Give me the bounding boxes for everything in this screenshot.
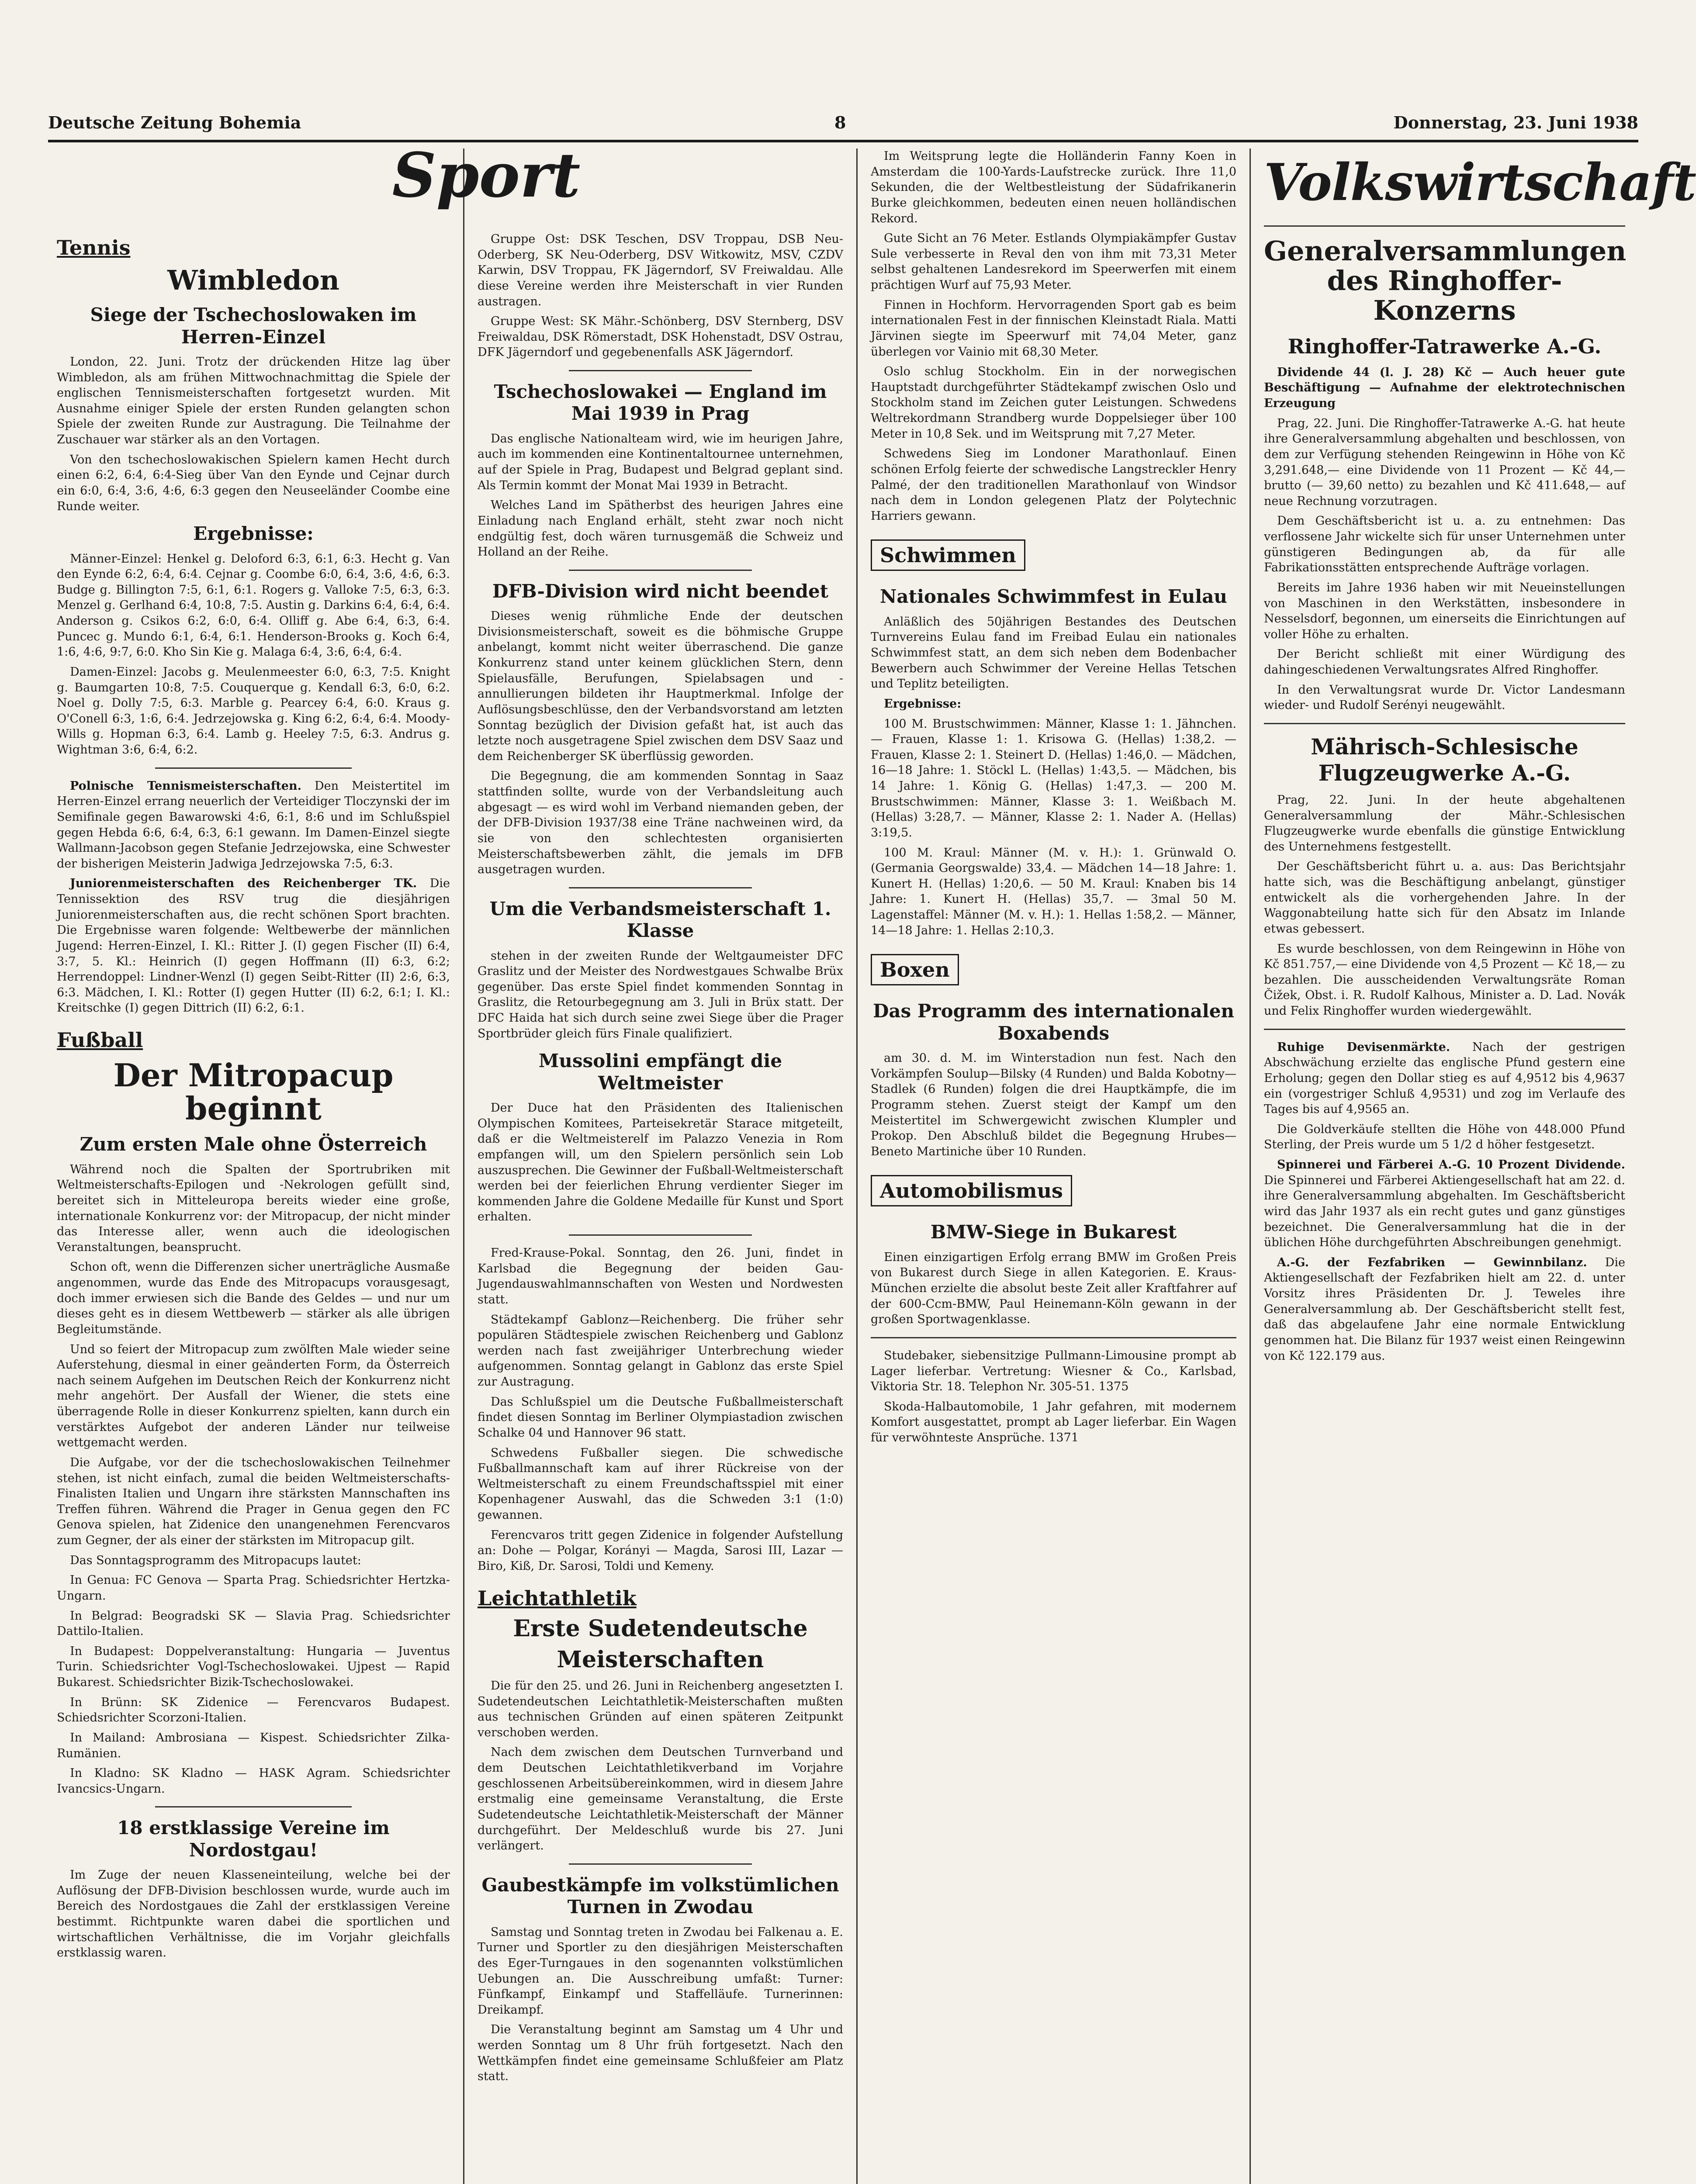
notice-p5: Ferencvaros tritt gegen Zidenice in folgender Aufstellung an: Dohe — Polgar, Korányi — Magda, Sarosi III, Lazar — Biro, Kiß, Dr. Sarosi, Toldi und Kemeny.: [478, 1528, 843, 1573]
motor-ad-1-number: 1375: [1098, 1380, 1129, 1394]
ringhoffer-p6: In den Verwaltungsrat wurde Dr. Victor Landesmann wieder- und Rudolf Serényi neugewählt.: [1264, 683, 1625, 712]
swim-p3: 100 M. Kraul: Männer (M. v. H.): 1. Grünwald O. (Germania Georgswalde) 33,4. — Mädchen 14—18 Jahre: 1. Kunert H. (Hellas) 1:20,6. — 50 M. Kraul: Knaben bis 14 Jahre: 1. Kunert H. (Hellas) 35,7. — 3mal 50 M. Lagenstaffel: Männer (M. v. H.): 1. Hellas 1:58,2. — Männer, 14—18 Jahre: 1. Hellas 2:10,3.: [871, 846, 1236, 937]
verbandsmeisterschaft-p1: stehen in der zweiten Runde der Weltgaumeister DFC Graslitz und der Meister des Nordwestgaues Schwalbe Brüx gegenüber. Das erste Spiel findet kommenden Sonntag in Graslitz, die Retourbegegnung am 3. Juli in Brüx statt. Der DFC Haida hat sich durch seine zwei Siege über die Prager Sportbrüder gleich fürs Finale qualifiziert.: [478, 949, 843, 1040]
football-headline: Der Mitropacup beginnt: [113, 1057, 394, 1127]
flugzeug-headline: Mährisch-Schlesische Flugzeugwerke A.-G.: [1311, 733, 1578, 786]
tennis-p5: Den Meistertitel im Herren-Einzel errang neuerlich der Verteidiger Tloczynski der im Semifinale gegen Bawarowski 4:6, 6:1, 8:6 und im Schlußspiel gegen Hebda 6:6, 6:4, 6:3, 6:1 gewann. Im Damen-Einzel siegte Wallmann-Jacobson gegen Stefanie Jedrzejowska, eine Schwester der bisherigen Meisterin Jadwiga Jedrzejowska 7:5, 6:3.: [57, 779, 450, 871]
boxing-p1: am 30. d. M. im Winterstadion nun fest. Nach den Vorkämpfen Soulup—Bilsky (4 Runden) und Balda Kobotny—Stadlek (6 Runden) folgen die drei Hauptkämpfe, die im Programm stehen. Zuerst steigt der Kampf um den Meistertitel im Schwergewicht zwischen Klumpler und Prokop. Den Abschluß bildet die Begegnung Hrubes—Beneto Martiniche über 10 Runden.: [871, 1051, 1236, 1158]
football-match-2: In Belgrad: Beogradski SK — Slavia Prag. Schiedsrichter Dattilo-Italien.: [57, 1609, 450, 1638]
football-match-4: In Brünn: SK Zidenice — Ferencvaros Budapest. Schiedsrichter Scorzoni-Italien.: [57, 1695, 450, 1725]
boxing-kicker: Boxen: [871, 954, 959, 985]
devisen-p2: Die Goldverkäufe stellten die Höhe von 448.000 Pfund Sterling, der Preis wurde um 5 1/2 d höher festgesetzt.: [1264, 1122, 1625, 1152]
masthead-date: Donnerstag, 23. Juni 1938: [1393, 113, 1638, 132]
football-p3: Und so feiert der Mitropacup zum zwölften Male wieder seine Auferstehung, diesmal in einer geänderten Form, da Österreich nach seinem Aufgehen im Deutschen Reich der Konkurrenz nicht mehr angehört. Der Ausfall der Wiener, die stets eine überragende Rolle in dieser Konkurrenz spielten, kann durch ein verstärktes Aufgebot der anderen Länder nur teilweise wettgemacht werden.: [57, 1342, 450, 1450]
notice-p3: Das Schlußspiel um die Deutsche Fußballmeisterschaft findet diesen Sonntag im Berliner Olympiastadion zwischen Schalke 04 und Hannover 96 statt.: [478, 1395, 843, 1440]
football-program-intro: Das Sonntagsprogramm des Mitropacups lautet:: [70, 1553, 361, 1567]
dfb-division-p1: Dieses wenig rühmliche Ende der deutschen Divisionsmeisterschaft, soweit es die böhmische Gruppe anbelangt, kommt nicht weiter überraschend. Die ganze Konkurrenz stand unter keinem glücklichen Stern, denn Spielausfälle, Berufungen, Spielabsagen und -annullierungen bildeten ihr Hauptmerkmal. Infolge der Auflösungsbeschlüsse, den der Verbandsvorstand am letzten Sonntag bezüglich der Division gefaßt hat, ist auch das letzte noch ausgetragene Spiel zwischen dem DSV Saaz und dem Reichenberger SK überflüssig geworden.: [478, 609, 843, 763]
groups-p2: Gruppe West: SK Mähr.-Schönberg, DSV Sternberg, DSV Freiwaldau, DSK Römerstadt, DSK Hohenstadt, DSV Ostrau, DFK Jägerndorf und gegebenenfalls ASK Jägerndorf.: [478, 314, 843, 359]
ringhoffer-p5: Der Bericht schließt mit einer Würdigung des dahingeschiedenen Verwaltungsrates Alfred Ringhoffer.: [1264, 647, 1625, 677]
ringhoffer-p4: Bereits im Jahre 1936 haben wir mit Neueinstellungen von Maschinen in den Werkstätten, insbesondere in Nesselsdorf, begonnen, um einerseits die Einrichtungen auf voller Höhe zu erhalten.: [1264, 581, 1625, 641]
column-3: [856, 149, 1250, 2184]
motor-ad-2-number: 1371: [1049, 1431, 1079, 1445]
col3-p2: Gute Sicht an 76 Meter. Estlands Olympiakämpfer Gustav Sule verbesserte in Reval den von ihm mit 73,31 Meter selbst gehaltenen Landesrekord im Speerwerfen mit einem prächtigen Wurf auf 75,93 Meter.: [871, 232, 1236, 292]
mussolini-title: Mussolini empfängt die Weltmeister: [538, 1050, 782, 1094]
football-p4: Die Aufgabe, vor der die tschechoslowakischen Teilnehmer stehen, ist nicht einfach, zumal die beiden Weltmeisterschafts-Finalisten Italien und Ungarn ihre stärksten Mannschaften ins Treffen führen. Während die Prager in Genua gegen den FC Genova spielen, hat Zidenice den unangenehmen Ferencvaros zum Gegner, der als einer der stärksten im Mitropacup gilt.: [57, 1455, 450, 1548]
tennis-kicker: Tennis: [57, 236, 131, 259]
flugzeug-p1: Prag, 22. Juni. In der heute abgehaltenen Generalversammlung der Mähr.-Schlesischen Flugzeugwerke wurde ebenfalls die günstige Entwicklung des Unternehmens festgestellt.: [1264, 793, 1625, 854]
tennis-results-label: Ergebnisse:: [193, 523, 314, 545]
divider: [155, 767, 352, 769]
football-match-5: In Mailand: Ambrosiana — Kispest. Schiedsrichter Zilka-Rumänien.: [57, 1731, 450, 1760]
swim-p1: Anläßlich des 50jährigen Bestandes des Deutschen Turnvereins Eulau fand im Freibad Eulau ein nationales Schwimmfest statt, an dem sich neben dem Bodenbacher Bewerbern auch Schwimmer der Vereine Hellas Tetschen und Teplitz beteiligten.: [871, 615, 1236, 691]
tennis-junior-title: Juniorenmeisterschaften des Reichenberger TK.: [70, 877, 417, 891]
groups-p1: Gruppe Ost: DSK Teschen, DSV Troppau, DSB Neu-Oderberg, SK Neu-Oderberg, DSV Witkowitz, MSV, CZDV Karwin, DSV Troppau, FK Jägerndorf, SV Freiwaldau. Alle diese Vereine werden ihre Meisterschaft in vier Runden austragen.: [478, 232, 843, 308]
swim-title: Nationales Schwimmfest in Eulau: [880, 586, 1227, 608]
ringhoffer-headline: Generalversammlungen des Ringhoffer-Konzerns: [1264, 235, 1627, 327]
gauturnen-p2: Die Veranstaltung beginnt am Samstag um 4 Uhr und werden Sonntag um 8 Uhr früh fortgesetzt. Nach den Wettkämpfen findet eine gemeinsame Schlußfeier am Platz statt.: [478, 2023, 843, 2084]
swim-kicker: Schwimmen: [871, 539, 1025, 571]
boxing-title: Das Programm des internationalen Boxabends: [872, 1000, 1235, 1044]
motor-title: BMW-Siege in Bukarest: [930, 1221, 1177, 1243]
tennis-p1: London, 22. Juni. Trotz der drückenden Hitze lag über Wimbledon, als am frühen Mittwochnachmittag die Spiele der englischen Tennismeisterschaften fortgesetzt wurden. Mit Ausnahme einiger Spiele der ersten Runden gelangten schon Spiele der zweiten Runde zur Austragung. Die Teilnahme der Zuschauer war stärker als an den Vortagen.: [57, 355, 450, 447]
motor-ad-2-text: Skoda-Halbautomobile, 1 Jahr gefahren, mit modernem Komfort ausgestattet, prompt ab Lager lieferbar. Ein Wagen für verwöhnteste Ansprüche.: [871, 1400, 1236, 1445]
ringhoffer-p3: Dem Geschäftsbericht ist u. a. zu entnehmen: Das verflossene Jahr wickelte sich für unser Unternehmen unter günstigeren Bedingungen ab, da für alle Fabrikationsstätten entsprechende Aufträge vorlagen.: [1264, 514, 1625, 575]
athletics-p2: Nach dem zwischen dem Deutschen Turnverband und dem Deutschen Leichtathletikverband im Vorjahre geschlossenen Arbeitsübereinkommen, wird in diesem Jahre erstmalig eine gemeinsame Veranstaltung, die Erste Sudetendeutsche Leichtathletik-Meisterschaft der Männer durchgeführt. Der Meldeschluß wurde bis 27. Juni verlängert.: [478, 1745, 843, 1853]
column-4: [1250, 149, 1696, 2184]
motor-kicker: Automobilismus: [871, 1175, 1072, 1206]
notice-p2: Städtekampf Gablonz—Reichenberg. Die früher sehr populären Städtespiele zwischen Reichenberg und Gablonz werden nach fast zweijähriger Unterbrechung wieder aufgenommen. Sonntag gelangt in Gablonz das erste Spiel zur Austragung.: [478, 1313, 843, 1389]
divider: [569, 1863, 752, 1865]
col3-p4: Oslo schlug Stockholm. Ein in der norwegischen Hauptstadt durchgeführter Städtekampf zwischen Oslo und Stockholm stand im Zeichen guter Leistungen. Schwedens Weltrekordmann Strandberg wurde Doppelsieger über 100 Meter in 10,8 Sek. und im Weitsprung mit 7,27 Meter.: [871, 365, 1236, 441]
tennis-p6: Die Tennissektion des RSV trug die diesjährigen Juniorenmeisterschaften aus, die recht schönen Sport brachten. Die Ergebnisse waren folgende: Weltbewerbe der männlichen Jugend: Herren-Einzel, I. Kl.: Ritter J. (I) gegen Fischer (II) 6:4, 3:7, 5. Kl.: Heinrich (I) gegen Hoffmann (II) 6:3, 6:2; Herrendoppel: Lindner-Wenzl (I) gegen Seibt-Ritter (II) 2:6, 6:3, 6:3. Mädchen, I. Kl.: Rotter (I) gegen Hutter (II) 6:2, 6:1; I. Kl.: Kreitschke (I) gegen Dittrich (II) 6:2, 6:1.: [57, 877, 450, 1015]
divider: [155, 1806, 352, 1807]
notice-p4: Schwedens Fußballer siegen. Die schwedische Fußballmannschaft kam auf ihrer Rückreise von der Weltmeisterschaft zu einem Freundschaftsspiel mit einer Kopenhagener Auswahl, das die Schweden 3:1 (1:0) gewannen.: [478, 1446, 843, 1522]
col3-p1: Im Weitsprung legte die Holländerin Fanny Koen in Amsterdam die 100-Yards-Laufstrecke zurück. Ihre 11,0 Sekunden, die der Weltbestleistung der Südafrikanerin Burke gleichkommen, bedeuten einen neuen holländischen Rekord.: [871, 149, 1236, 225]
devisen-title: Ruhige Devisenmärkte.: [1277, 1040, 1450, 1054]
tennis-subhead: Siege der Tschechoslowaken im Herren-Einzel: [90, 304, 417, 348]
athletics-headline-1: Erste Sudetendeutsche: [513, 1615, 808, 1642]
fezfabriken-p1: Die Aktiengesellschaft der Fezfabriken hielt am 22. d. unter Vorsitz ihres Präsidenten Dr. J. Teweles ihre Generalversammlung ab. Der Geschäftsbericht stellt fest, daß das abgelaufene Jahr eine normale Entwicklung genommen hat. Die Bilanz für 1937 weist einen Reingewinn von Kč 122.179 aus.: [1264, 1255, 1625, 1363]
football-p1: Während noch die Spalten der Sportrubriken mit Weltmeisterschafts-Epilogen und -Nekrologen gefüllt sind, bereitet sich in Mitteleuropa bereits wieder eine große, internationale Konkurrenz vor: der Mitropacup, der nicht minder das Interesse aller, wenn auch die ideologischen Veranstaltungen, beansprucht.: [57, 1162, 450, 1254]
masthead-page-number: 8: [834, 113, 846, 132]
divider: [1264, 1029, 1625, 1030]
motor-ad-2: [871, 1399, 1236, 1446]
football-match-1: In Genua: FC Genova — Sparta Prag. Schiedsrichter Hertzka-Ungarn.: [57, 1573, 450, 1603]
ringhoffer-subhead: Ringhoffer-Tatrawerke A.-G.: [1288, 334, 1602, 358]
tennis-p3: Männer-Einzel: Henkel g. Deloford 6:3, 6:1, 6:3. Hecht g. Van den Eynde 6:2, 6:4, 6:4. Cejnar g. Coombe 6:0, 6:4, 3:6, 4:6, 6:3. Budge g. Billington 7:5, 6:1, 6:1. Rogers g. Valloke 7:5, 6:3, 6:3. Menzel g. Gerlhand 6:4, 10:8, 7:5. Austin g. Darkins 6:4, 6:4, 6:4. Anderson g. Csikos 6:2, 6:0, 6:4. Olliff g. Abe 6:4, 6:3, 6:4. Puncec g. Mundo 6:1, 6:4, 6:1. Henderson-Brooks g. Koch 6:4, 1:6, 4:6, 9:7, 6:0. Kho Sin Kie g. Malaga 6:4, 3:6, 6:4, 6:4.: [57, 552, 450, 659]
sport-section-title: Sport: [392, 140, 581, 211]
divider: [1264, 225, 1625, 227]
divider: [569, 570, 752, 571]
motor-p1: Einen einzigartigen Erfolg errang BMW im Großen Preis von Bukarest durch Siege in allen Kategorien. E. Kraus-München erzielte die absolut beste Zeit aller Kraftfahrer auf der 600-Ccm-BMW, Paul Heinemann-Köln gewann in der großen Sportwagenklasse.: [871, 1250, 1236, 1327]
column-2: [392, 140, 856, 2184]
economy-section-title: Volkswirtschaft: [1264, 153, 1696, 212]
flugzeug-p2: Der Geschäftsbericht führt u. a. aus: Das Berichtsjahr hatte sich, was die Beschäftigung anbelangt, günstiger entwickelt als die vorhergehenden Jahre. In der Waggonabteilung hatte sich für den Absatz im Inlande etwas gebessert.: [1264, 860, 1625, 936]
motor-ad-1: [871, 1348, 1236, 1395]
motor-ad-1-text: Studebaker, siebensitzige Pullmann-Limousine prompt ab Lager lieferbar. Vertretung: Wiesner & Co., Karlsbad, Viktoria Str. 18. Telephon Nr. 305-51.: [871, 1348, 1236, 1394]
dfb-division-title: DFB-Division wird nicht beendet: [492, 580, 829, 602]
tennis-p4: Damen-Einzel: Jacobs g. Meulenmeester 6:0, 6:3, 7:5. Knight g. Baumgarten 10:8, 7:5. Couquerque g. Kendall 6:3, 6:0, 6:2. Noel g. Dolly 7:5, 6:3. Marble g. Pearcey 6:4, 6:0. Kraus g. O'Conell 6:3, 1:6, 6:4. Jedrzejowska g. King 6:2, 6:4, 6:4. Moody-Wills g. Hopman 6:3, 6:4. Lamb g. Heeley 7:5, 6:3. Andrus g. Wightman 3:6, 6:4, 6:2.: [57, 665, 450, 757]
football-match-6: In Kladno: SK Kladno — HASK Agram. Schiedsrichter Ivancsics-Ungarn.: [57, 1766, 450, 1796]
tennis-polish-title: Polnische Tennismeisterschaften.: [70, 779, 302, 793]
dfb-division-p2: Die Begegnung, die am kommenden Sonntag in Saaz stattfinden sollte, wurde von der Verbandsleitung auch abgesagt — es wird wohl im Verband niemanden geben, der der DFB-Division 1937/38 eine Träne nachweinen wird, da sie von den schlechtesten organisierten Meisterschaftsbewerben zählt, die jemals im DFB ausgetragen wurden.: [478, 769, 843, 877]
football-match-3: In Budapest: Doppelveranstaltung: Hungaria — Juventus Turin. Schiedsrichter Vogl-Tschechoslowakei. Ujpest — Rapid Bukarest. Schiedsrichter Bizik-Tschechoslowakei.: [57, 1644, 450, 1690]
col3-p5: Schwedens Sieg im Londoner Marathonlauf. Einen schönen Erfolg feierte der schwedische Langstreckler Henry Palmé, der den traditionellen Marathonlauf von Windsor nach dem in London gelegenen Platz der Polytechnic Harriers gewann.: [871, 447, 1236, 523]
divider: [1264, 723, 1625, 724]
divider: [569, 887, 752, 888]
spinnerei-title: Spinnerei und Färberei A.-G. 10 Prozent Dividende.: [1277, 1158, 1625, 1171]
football-p2: Schon oft, wenn die Differenzen sicher unerträgliche Ausmaße angenommen, wurde das Ende des Mitropacups vorausgesagt, doch immer erwiesen sich die Bande des Geldes — und nur um dieses geht es in diesem Wettbewerb — stärker als alle übrigen Begleitumstände.: [57, 1260, 450, 1336]
col3-p3: Finnen in Hochform. Hervorragenden Sport gab es beim internationalen Fest in der finnischen Kleinstadt Riala. Matti Järvinen siegte im Speerwurf mit 74,04 Meter, ganz überlegen vor Vainio mit 68,30 Meter.: [871, 298, 1236, 359]
notice-p1: Fred-Krause-Pokal. Sonntag, den 26. Juni, findet in Karlsbad die Begegnung der beiden Gau-Jugendauswahlmannschaften von Westen und Nordwesten statt.: [478, 1246, 843, 1306]
fezfabriken-title: A.-G. der Fezfabriken — Gewinnbilanz.: [1277, 1255, 1587, 1269]
csr-england-p2: Welches Land im Spätherbst des heurigen Jahres eine Einladung nach England erhält, steht zwar noch nicht endgültig fest, doch wären turnusgemäß die Schweiz und Holland an der Reihe.: [478, 498, 843, 559]
swim-results-label: Ergebnisse:: [884, 697, 962, 711]
football-kicker: Fußball: [57, 1028, 143, 1052]
gauturnen-title: Gaubestkämpfe im volkstümlichen Turnen in Zwodau: [481, 1874, 839, 1918]
verbandsmeisterschaft-title: Um die Verbandsmeisterschaft 1. Klasse: [489, 898, 831, 942]
football-subhead: Zum ersten Male ohne Österreich: [80, 1133, 427, 1155]
divider: [569, 370, 752, 371]
divider: [871, 1337, 1236, 1338]
football-kreis-title: 18 erstklassige Vereine im Nordostgau!: [117, 1817, 390, 1861]
football-p5: Im Zuge der neuen Klasseneinteilung, welche bei der Auflösung der DFB-Division beschlossen wurde, wurde auch im Bereich des Nordostgaues die Zahl der erstklassigen Vereine bestimmt. Richtpunkte waren dabei die sportlichen und wirtschaftlichen Verhältnisse, die im Vorjahr gleichfalls erstklassig waren.: [57, 1868, 450, 1960]
ringhoffer-p1: Dividende 44 (l. J. 28) Kč — Auch heuer gute Beschäftigung — Aufnahme der elektrotechnischen Erzeugung: [1264, 365, 1625, 410]
masthead-paper-name: Deutsche Zeitung Bohemia: [48, 113, 301, 132]
swim-p2: 100 M. Brustschwimmen: Männer, Klasse 1: 1. Jähnchen. — Frauen, Klasse 1: 1. Krisowa G. (Hellas) 1:38,2. — Frauen, Klasse 2: 1. Steinert D. (Hellas) 1:46,0. — Mädchen, 16—18 Jahre: 1. Stöckl L. (Hellas) 1:43,5. — Mädchen, bis 14 Jahre: 1. König G. (Hellas) 1:47,3. — 200 M. Brustschwimmen: Männer, Klasse 3: 1. Weißbach M. (Hellas) 3:28,7. — Männer, Klasse 2: 1. Nader A. (Hellas) 3:19,5.: [871, 717, 1236, 840]
column-1: [44, 149, 463, 2184]
tennis-headline: Wimbledon: [167, 264, 339, 296]
spinnerei-p1: Die Spinnerei und Färberei Aktiengesellschaft hat am 22. d. ihre Generalversammlung abgehalten. Im Geschäftsbericht wird das Jahr 1937 als ein recht gutes und ganz günstiges bezeichnet. Die Generalversammlung hat die in der üblichen Höhe durchgeführten Abschreibungen genehmigt.: [1264, 1173, 1625, 1250]
flugzeug-p3: Es wurde beschlossen, von dem Reingewinn in Höhe von Kč 851.757,— eine Dividende von 4,5 Prozent — Kč 18,— zu bezahlen. Die ausscheidenden Verwaltungsräte Roman Čižek, Obst. i. R. Rudolf Kalhous, Minister a. D. Lad. Novák und Felix Ringhoffer wurden wiedergewählt.: [1264, 942, 1625, 1018]
devisen-p1: Nach der gestrigen Abschwächung erzielte das englische Pfund gestern eine Erholung; gegen den Dollar stieg es auf 4,9512 bis 4,9637 ein (vorgestriger Schluß 4,9531) und zog im Verlaufe des Tages bis auf 4,9565 an.: [1264, 1040, 1625, 1116]
mussolini-p1: Der Duce hat den Präsidenten des Italienischen Olympischen Komitees, Parteisekretär Starace mitgeteilt, daß er die Weltmeisterelf im Palazzo Venezia in Rom empfangen will, um den Spielern persönlich sein Lob auszusprechen. Die Gewinner der Fußball-Weltmeisterschaft werden bei der feierlichen Ehrung verdienter Sieger im kommenden Jahre die Goldene Medaille für Kunst und Sport erhalten.: [478, 1101, 843, 1224]
athletics-p1: Die für den 25. und 26. Juni in Reichenberg angesetzten I. Sudetendeutschen Leichtathletik-Meisterschaften mußten aus technischen Gründen auf einen späteren Zeitpunkt verschoben werden.: [478, 1679, 843, 1739]
gauturnen-p1: Samstag und Sonntag treten in Zwodau bei Falkenau a. E. Turner und Sportler zu den diesjährigen Meisterschaften des Eger-Turngaues in den sogenannten volkstümlichen Uebungen an. Die Ausschreibung umfaßt: Turner: Fünfkampf, Einkampf und Staffelläufe. Turnerinnen: Dreikampf.: [478, 1925, 843, 2017]
divider: [569, 1234, 752, 1236]
masthead: [48, 105, 1638, 142]
athletics-kicker: Leichtathletik: [478, 1586, 637, 1610]
tennis-p2: Von den tschechoslowakischen Spielern kamen Hecht durch einen 6:2, 6:4, 6:4-Sieg über Van den Eynde und Cejnar durch ein 6:0, 6:4, 3:6, 4:6, 6:3 gegen den Neuseeländer Coombe eine Runde weiter.: [57, 453, 450, 513]
athletics-headline-2: Meisterschaften: [557, 1646, 764, 1673]
ringhoffer-p2: Prag, 22. Juni. Die Ringhoffer-Tatrawerke A.-G. hat heute ihre Generalversammlung abgehalten und beschlossen, von dem zur Verfügung stehenden Reingewinn in Höhe von Kč 3,291.648,— eine Dividende von 11 Prozent — Kč 44,— brutto (— 39,60 netto) zu bezahlen und Kč 411.648,— auf neue Rechnung vorzutragen.: [1264, 416, 1625, 508]
csr-england-p1: Das englische Nationalteam wird, wie im heurigen Jahre, auch im kommenden eine Kontinentaltournee unternehmen, auf der Spiele in Prag, Budapest und Belgrad geplant sind. Als Termin kommt der Monat Mai 1939 in Betracht.: [478, 432, 843, 492]
csr-england-title: Tschechoslowakei — England im Mai 1939 in Prag: [494, 381, 827, 425]
